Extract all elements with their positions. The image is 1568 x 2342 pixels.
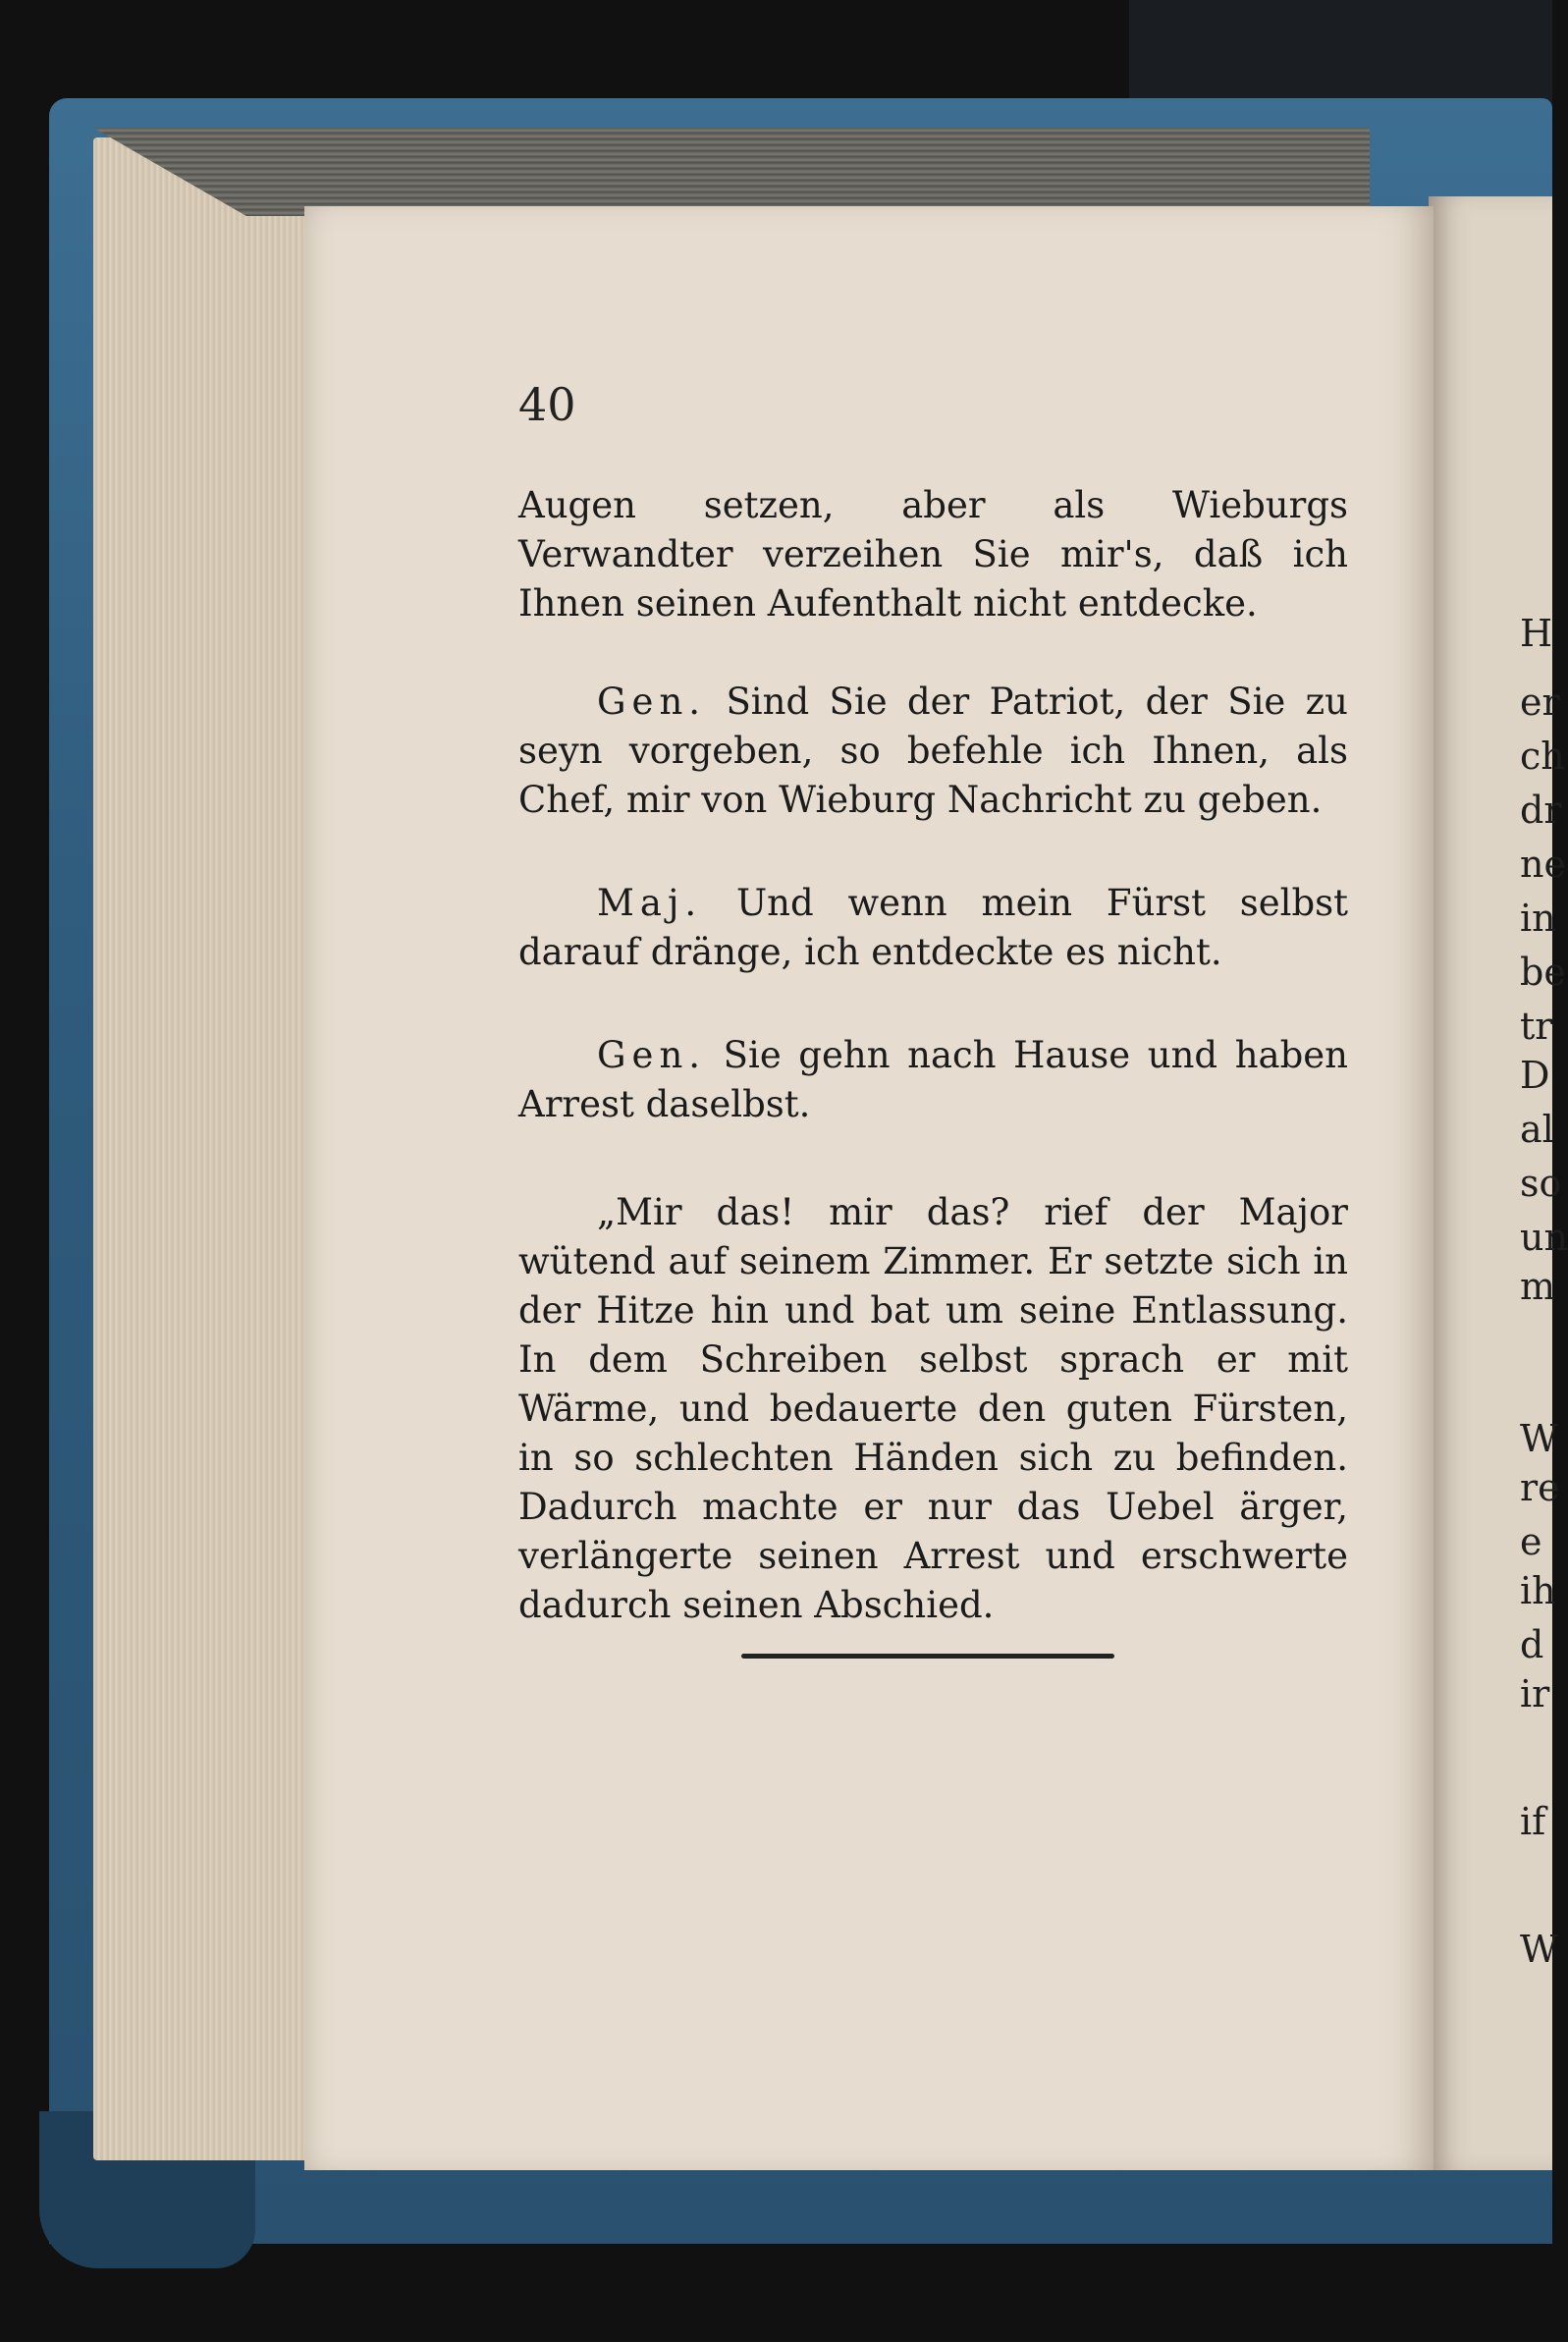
facing-fragment: ne [1520,843,1566,886]
facing-fragment: dr [1520,789,1562,832]
paragraph-text: Sie gehn nach Hause und haben Arrest daselbst. [518,1034,1349,1125]
facing-fragment: e [1520,1520,1542,1563]
paragraph-text: Augen setzen, aber als Wieburgs Verwandter verzeihen Sie mir's, daß ich Ihnen seinen Aufenthalt nicht entdecke. [518,484,1348,625]
paragraph-text: Sind Sie der Patriot, der Sie zu seyn vorgeben, so befehle ich Ihnen, als Chef, mir von Wieburg Nachricht zu geben. [518,681,1348,821]
facing-fragment: ih [1520,1569,1556,1612]
paragraph-text: „Mir das! mir das? rief der Major wütend auf seinem Zimmer. Er setzte sich in der Hitze hin und bat um seine Entlassung. In dem Schreiben selbst sprach er mit Wärme, und bedauerte den guten Fürsten, in so schlechten Händen sich zu befinden. Dadurch machte er nur das Uebel ärger, verlängerte seinen Arrest und erschwerte dadurch seinen Abschied. [518,1191,1348,1626]
facing-fragment: W [1520,1417,1559,1460]
facing-fragment: so [1520,1162,1562,1205]
facing-fragment: if [1520,1800,1546,1843]
facing-fragment: H [1520,612,1553,655]
facing-fragment: un [1520,1216,1568,1259]
facing-fragment: d [1520,1623,1544,1666]
facing-fragment: W [1520,1928,1559,1971]
facing-fragment: re [1520,1466,1560,1509]
facing-fragment: al [1520,1108,1554,1151]
page-block-edge [93,137,319,2160]
speaker-label: Maj. [597,882,703,924]
paragraph-1 [518,481,1348,628]
paragraph-4 [518,1031,1348,1129]
section-divider [741,1654,1114,1659]
paragraph-3 [518,879,1348,977]
facing-fragment: D [1520,1054,1550,1097]
speaker-label: Gen. [597,681,707,723]
paragraph-5 [518,1188,1348,1630]
facing-fragment: in [1520,897,1556,940]
facing-fragment: ir [1520,1672,1550,1716]
facing-fragment: ch [1520,735,1565,778]
page-block-top [93,128,1370,216]
paragraph-text: Und wenn mein Fürst selbst darauf dränge, ich entdeckte es nicht. [518,882,1349,973]
page-number: 40 [518,378,576,431]
paragraph-2 [518,678,1348,825]
facing-fragment: be [1520,951,1566,994]
facing-fragment: tr [1520,1005,1553,1048]
facing-fragment: er [1520,681,1560,724]
facing-fragment: m [1520,1265,1556,1308]
speaker-label: Gen. [597,1034,707,1076]
